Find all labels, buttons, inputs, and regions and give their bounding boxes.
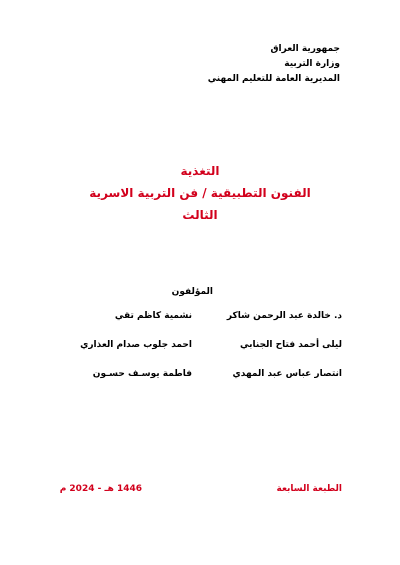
author-name: د. خالدة عبد الرحمن شاكر xyxy=(226,311,342,321)
author-name: احمد جلوب صدام العذاري xyxy=(80,340,192,350)
book-title-block xyxy=(0,160,400,226)
author-name: نشمية كاظم تقي xyxy=(114,311,192,321)
authors-heading: المؤلفون xyxy=(171,287,213,297)
author-name: ليلى أحمد فتاح الجنابي xyxy=(240,340,342,350)
book-subject: التغذية xyxy=(180,164,220,178)
author-name: فاطمة يوسـف حسـون xyxy=(92,369,192,379)
author-name: انتصار عباس عبد المهدي xyxy=(232,369,342,379)
publication-year: 1446 هـ - 2024 م xyxy=(59,484,142,494)
book-field: الفنون التطبيقية / فن التربية الاسرية xyxy=(89,186,311,200)
book-grade: الثالث xyxy=(182,208,218,222)
issuing-authority-header xyxy=(208,42,340,87)
edition-label: الطبعة السابعة xyxy=(276,484,342,494)
directorate-name: المديرية العامة للتعليم المهني xyxy=(207,74,340,84)
country-name: جمهورية العراق xyxy=(270,44,340,54)
ministry-name: وزارة التربية xyxy=(284,59,340,69)
